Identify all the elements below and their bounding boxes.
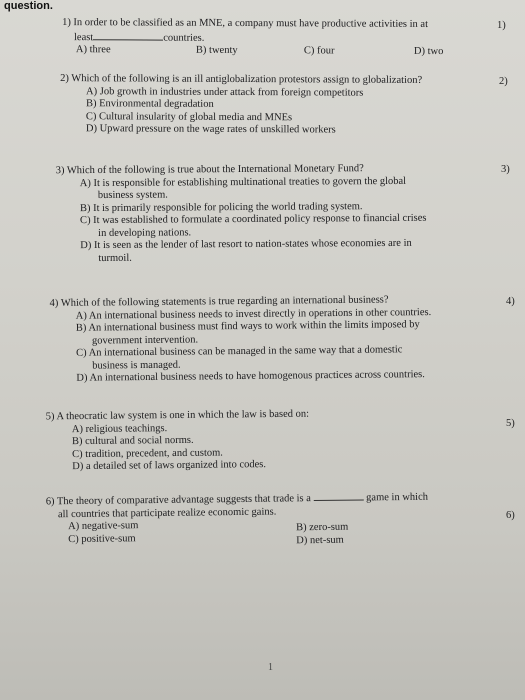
question-3-option-b: B) It is primarily responsible for policing the world trading system. — [79, 200, 363, 214]
question-5-stem: 5) A theocratic law system is one in which the law is based on: — [45, 408, 310, 423]
question-2-option-b: B) Environmental degradation — [85, 98, 214, 110]
question-5-answer-number: 5) — [506, 418, 515, 429]
question-3-option-a: A) It is responsible for establishing multinational treaties to govern the global — [79, 175, 407, 189]
question-1-blank — [93, 30, 163, 40]
question-4 — [50, 294, 432, 385]
question-6-stem-part1: 6) The theory of comparative advantage suggests that trade is a — [45, 493, 311, 508]
question-3 — [56, 163, 427, 266]
question-3-answer-number: 3) — [501, 164, 510, 175]
question-4-option-b-cont: government intervention. — [91, 333, 199, 347]
question-5-option-b: B) cultural and social norms. — [71, 434, 194, 448]
question-4-stem: 4) Which of the following statements is true regarding an international business? — [49, 294, 389, 309]
question-1-option-d: D) two — [413, 45, 444, 58]
question-1-stem-countries: countries. — [163, 32, 205, 44]
question-4-option-a: A) An international business needs to invest directly in operations in other countries. — [75, 306, 432, 322]
exam-page — [0, 14, 525, 700]
question-5-option-d: D) a detailed set of laws organized into codes. — [72, 459, 267, 473]
question-6-stem-part2: game in which — [366, 491, 429, 504]
question-5-option-a: A) religious teachings. — [71, 422, 168, 435]
question-1 — [62, 17, 444, 59]
question-2-answer-number: 2) — [499, 76, 508, 87]
question-3-option-d-cont: turmoil. — [98, 252, 132, 264]
question-3-option-d: D) It is seen as the lender of last resort to nation-states whose economies are in — [80, 237, 412, 252]
question-1-option-b: B) twenty — [195, 44, 238, 56]
question-2 — [60, 73, 422, 137]
question-2-option-d: D) Upward pressure on the wage rates of unskilled workers — [85, 123, 336, 136]
question-1-stem-least: least — [73, 31, 94, 43]
page-header: question. — [4, 0, 53, 12]
question-6 — [46, 490, 429, 548]
question-6-option-d: D) net-sum — [296, 534, 344, 547]
question-3-option-c-cont: in developing nations. — [98, 226, 192, 239]
question-6-stem-line2: all countries that participate realize economic gains. — [57, 506, 277, 520]
question-2-option-a: A) Job growth in industries under attack from foreign competitors — [86, 85, 364, 99]
question-1-option-a: A) three — [75, 44, 111, 56]
question-2-option-c: C) Cultural insularity of global media and MNEs — [85, 110, 293, 123]
question-6-option-b: B) zero-sum — [296, 521, 349, 534]
question-4-option-c-cont: business is managed. — [92, 359, 181, 372]
question-3-option-a-cont: business system. — [97, 189, 168, 202]
question-4-answer-number: 4) — [506, 296, 515, 307]
question-4-option-c: C) An international business can be managed in the same way that a domestic — [76, 344, 403, 359]
question-6-blank — [313, 490, 363, 501]
question-3-stem: 3) Which of the following is true about the International Monetary Fund? — [55, 163, 364, 177]
question-1-option-c: C) four — [303, 45, 335, 57]
question-5-option-c: C) tradition, precedent, and custom. — [72, 447, 223, 460]
question-6-option-c: C) positive-sum — [68, 533, 136, 546]
question-3-option-c: C) It was established to formulate a coordinated policy response to financial crises — [80, 212, 427, 227]
question-6-answer-number: 6) — [506, 510, 515, 521]
question-6-option-a: A) negative-sum — [68, 520, 139, 533]
question-2-stem: 2) Which of the following is an ill antiglobalization protestors assign to globalization? — [60, 73, 423, 86]
page-number: 1 — [268, 662, 273, 673]
question-5 — [46, 409, 310, 474]
question-4-option-b: B) An international business must find ways to work within the limits imposed by — [75, 319, 420, 334]
question-1-stem: 1) In order to be classified as an MNE, a company must have productive activities in at — [62, 17, 429, 30]
question-4-option-d: D) An international business needs to have homogenous practices across countries. — [76, 369, 425, 384]
question-1-answer-number: 1) — [497, 20, 506, 31]
